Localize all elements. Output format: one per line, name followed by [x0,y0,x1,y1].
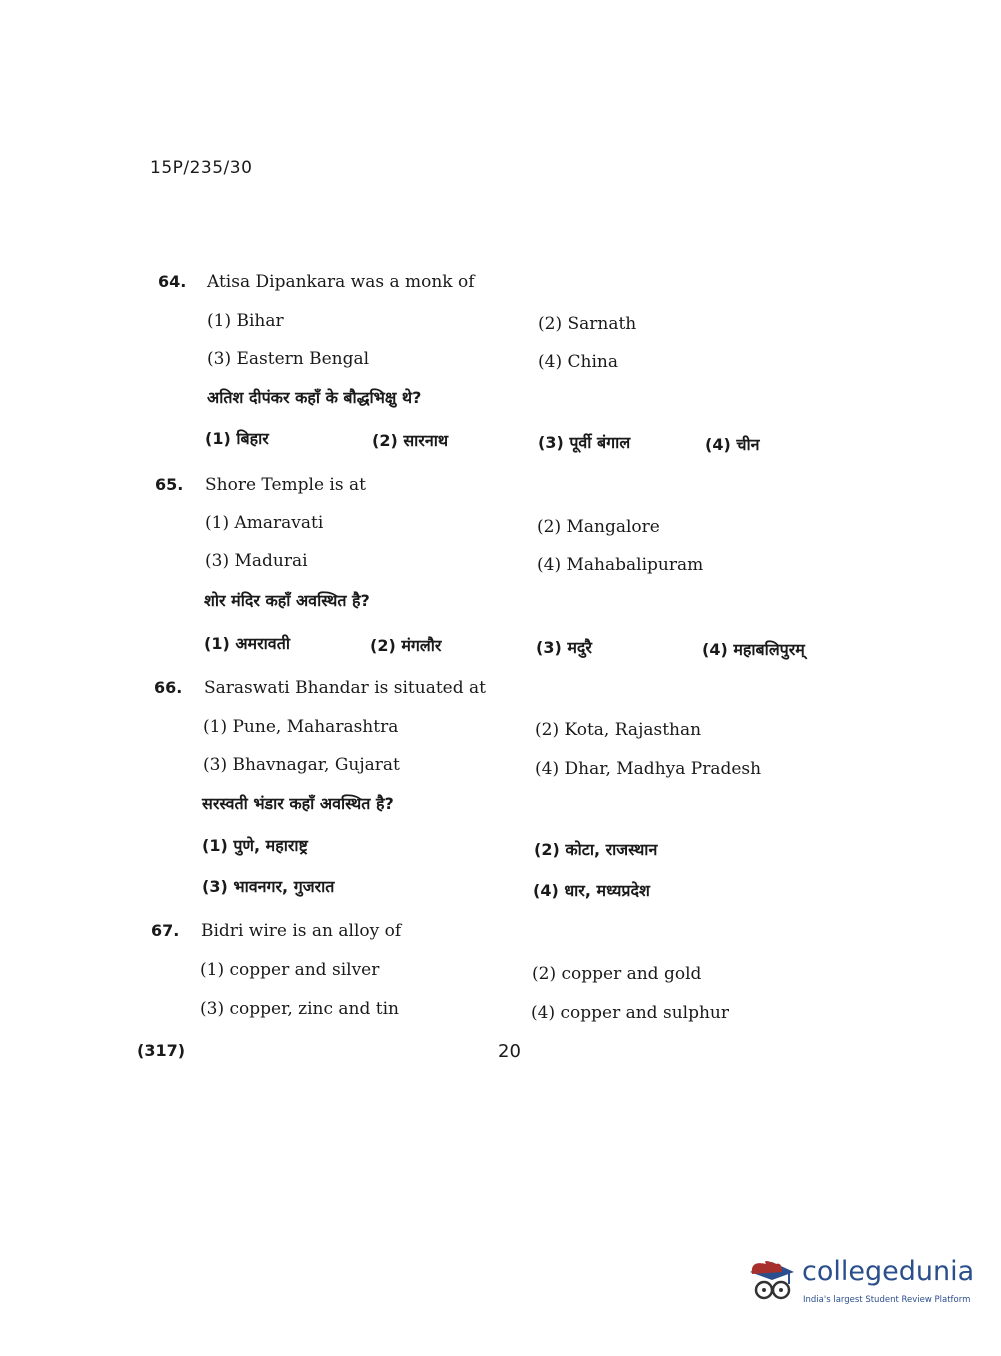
question-stem-en: Shore Temple is at [205,475,366,495]
booklet-code: (317) [137,1041,186,1060]
question-stem-hi: अतिश दीपंकर कहाँ के बौद्धभिक्षु थे? [207,388,422,407]
option-2-hi: (2) सारनाथ [372,431,449,450]
option-1-hi: (1) बिहार [205,429,269,448]
option-2-en: (2) copper and gold [532,964,702,984]
question-stem-en: Atisa Dipankara was a monk of [207,272,475,292]
option-2-en: (2) Sarnath [538,314,637,334]
option-1-en: (1) copper and silver [200,960,380,980]
option-4-hi: (4) महाबलिपुरम् [702,640,805,659]
option-3-en: (3) Eastern Bengal [207,349,370,369]
collegedunia-mascot-icon [742,1250,802,1310]
question-stem-hi: सरस्वती भंडार कहाँ अवस्थित है? [202,794,394,813]
option-2-hi: (2) मंगलौर [370,636,442,655]
option-3-en: (3) Madurai [205,551,308,571]
paper-code: 15P/235/30 [150,158,253,178]
option-2-hi: (2) कोटा, राजस्थान [534,840,658,859]
question-stem-hi: शोर मंदिर कहाँ अवस्थित है? [204,591,370,610]
option-4-hi: (4) धार, मध्यप्रदेश [533,881,650,900]
option-2-en: (2) Mangalore [537,517,660,537]
option-3-hi: (3) पूर्वी बंगाल [538,433,631,452]
option-1-hi: (1) अमरावती [204,634,290,653]
option-3-hi: (3) मदुरै [536,638,592,657]
option-3-en: (3) Bhavnagar, Gujarat [203,755,400,775]
question-stem-en: Bidri wire is an alloy of [201,921,402,941]
question-number: 64. [158,272,187,291]
option-2-en: (2) Kota, Rajasthan [535,720,702,740]
brand-name: collegedunia [802,1256,975,1287]
option-1-en: (1) Bihar [207,311,284,331]
option-1-en: (1) Pune, Maharashtra [203,717,399,737]
option-3-en: (3) copper, zinc and tin [200,999,399,1019]
collegedunia-watermark [742,1250,975,1310]
option-4-en: (4) Dhar, Madhya Pradesh [535,759,762,779]
option-4-en: (4) Mahabalipuram [537,555,704,575]
option-4-en: (4) copper and sulphur [531,1003,729,1023]
question-number: 66. [154,678,183,697]
option-3-hi: (3) भावनगर, गुजरात [202,877,335,896]
option-4-en: (4) China [538,352,618,372]
brand-tagline: India's largest Student Review Platform [803,1295,971,1305]
option-1-hi: (1) पुणे, महाराष्ट्र [202,836,308,855]
question-number: 67. [151,921,180,940]
question-stem-en: Saraswati Bhandar is situated at [204,678,486,698]
option-1-en: (1) Amaravati [205,513,324,533]
option-4-hi: (4) चीन [705,435,760,454]
page-number: 20 [498,1041,521,1062]
question-number: 65. [155,475,184,494]
